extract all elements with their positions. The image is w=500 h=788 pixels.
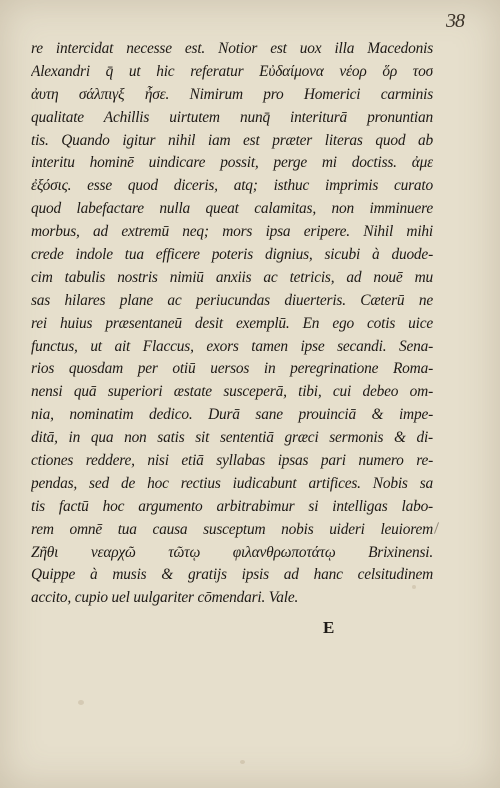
margin-mark xyxy=(434,522,439,534)
text-line: sas hilares plane ac periucundas diuerteris. Cæterū ne xyxy=(31,291,433,309)
folio-number: 38 xyxy=(446,10,464,32)
signature-mark: E xyxy=(323,618,335,637)
text-line: functus, ut ait Flaccus, exors tamen ipse secandi. Sena- xyxy=(31,337,433,355)
text-line: accito, cupio uel uulgariter cōmendari. Vale. xyxy=(31,589,299,607)
paper-spot xyxy=(240,760,245,764)
text-line: pendas, sed de hoc rectius iudicabunt artifices. Nobis sa xyxy=(31,474,433,492)
text-line: tis. Quando igitur nihil iam est præter literas quod ab xyxy=(31,131,433,149)
text-line: nensi quā superiori æstate susceperā, tibi, cui debeo om- xyxy=(31,383,433,401)
text-line: ctiones reddere, nisi etiā syllabas ipsas pari numero re- xyxy=(31,452,433,470)
text-line: ditā, in qua non satis sit sententiā græci sermonis & di- xyxy=(31,429,433,447)
text-line: rei huius præsentaneū desit exemplū. En ego cotis uice xyxy=(31,314,433,332)
text-block xyxy=(31,38,433,610)
text-line: nia, nominatim dedico. Durā sane prouinciā & impe- xyxy=(31,406,433,424)
text-line: Alexandri q̄ ut hic referatur Εὐδαίμονα νέορ ὅρ τοσ xyxy=(31,62,433,80)
paper-spot xyxy=(78,700,84,705)
text-line: ἐξόσις. esse quod diceris, atq; isthuc imprimis curato xyxy=(31,177,433,195)
text-line: cim tabulis nostris nimiū anxiis ac tetricis, ad nouē mu xyxy=(31,268,433,286)
text-line: ἀυτη σάλπιγξ ἦσε. Nimirum pro Homerici carminis xyxy=(31,85,433,103)
text-line: interitu hominē uindicare possit, perge mi doctiss. ἀμε xyxy=(31,154,433,172)
text-line: rios quosdam per otiū uersos in peregrinatione Roma- xyxy=(31,360,433,378)
text-line: qualitate Achillis uirtutem nunq̄ interiturā pronuntian xyxy=(31,108,433,126)
text-line: quod labefactare nulla queat calamitas, non imminuere xyxy=(31,200,433,218)
text-line: tis factū hoc argumento arbitrabimur si intelligas labo- xyxy=(31,497,433,515)
text-line: Ζῆθι νεαρχῶ τῶτῳ φιλανθρωποτάτῳ Brixinensi. xyxy=(31,543,433,561)
text-line: re intercidat necesse est. Notior est uox illa Macedonis xyxy=(31,40,433,57)
text-line: Quippe à musis & gratijs ipsis ad hanc celsitudinem xyxy=(31,566,433,584)
text-line: morbus, ad extremū neq; mors ipsa eripere. Nihil mihi xyxy=(31,223,433,241)
text-line: rem omnē tua causa susceptum nobis uideri leuiorem xyxy=(31,520,433,538)
text-line: crede indole tua efficere poteris dignius, sicubi à duode- xyxy=(31,246,433,264)
